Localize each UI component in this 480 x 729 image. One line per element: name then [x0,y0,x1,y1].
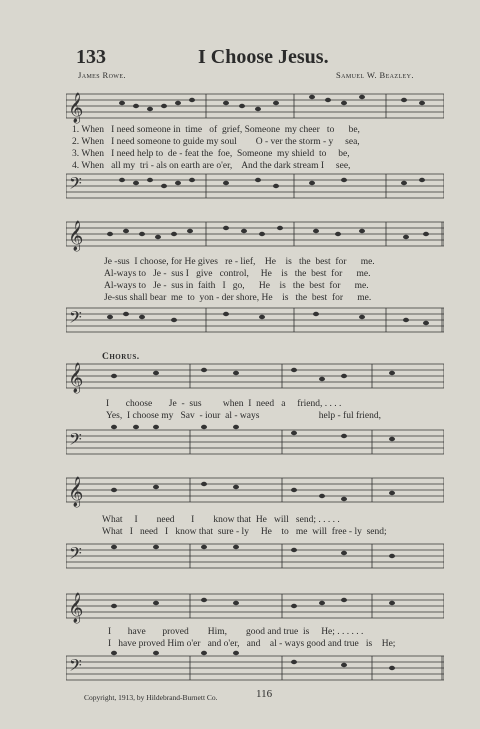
verse-refrain-line-1: Je -sus I choose, for He gives re - lief, He is the best for me. [104,257,375,267]
bass-staff-chorus-3 [66,650,444,686]
bass-staff-system-1 [66,168,444,208]
page-number: 116 [256,688,273,700]
verse-line-3: 3. When I need help to de - feat the foe, Someone my shield to be, [72,149,350,159]
treble-clef-icon: 𝄞 [68,221,84,250]
treble-clef-icon: 𝄞 [68,593,84,622]
chorus-line-4: What I need I know that sure - ly He to me will free - ly send; [102,527,387,537]
composer-credit: Samuel W. Beazley. [336,70,414,80]
copyright-notice: Copyright, 1913, by Hildebrand-Burnett Co. [84,693,218,702]
chorus-line-1: I choose Je - sus when I need a friend, . . . . [106,399,342,409]
chorus-label: Chorus. [102,352,140,362]
chorus-line-5: I have proved Him, good and true is He; . . . . . . [108,627,364,637]
chorus-line-6: I have proved Him o'er and o'er, and al - ways good and true is He; [108,639,396,649]
bass-clef-icon: 𝄢 [69,175,82,197]
treble-staff-system-2 [66,214,444,256]
verse-refrain-line-2: Al-ways to Je - sus I give control, He is the best for me. [104,269,371,279]
bass-clef-icon: 𝄢 [69,309,82,331]
treble-clef-icon: 𝄞 [68,93,84,122]
lyricist-credit: James Rowe. [78,70,126,80]
treble-staff-chorus-2 [66,472,444,512]
bass-clef-icon: 𝄢 [69,545,82,567]
treble-clef-icon: 𝄞 [68,477,84,506]
chorus-line-3: What I need I know that He will send; . . . . . [102,515,340,525]
bass-clef-icon: 𝄢 [69,657,82,679]
hymn-title: I Choose Jesus. [198,46,329,68]
treble-clef-icon: 𝄞 [68,363,84,392]
verse-line-2: 2. When I need someone to guide my soul O - ver the storm - y sea, [72,137,360,147]
bass-staff-chorus-1 [66,424,444,460]
hymn-number: 133 [76,46,106,68]
verse-refrain-line-3: Al-ways to Je - sus in faith I go, He is the best for me. [104,281,369,291]
treble-staff-chorus-3 [66,588,444,628]
bass-clef-icon: 𝄢 [69,431,82,453]
verse-line-4: 4. When all my tri - als on earth are o'er, And the dark stream I see, [72,161,351,171]
verse-line-1: 1. When I need someone in time of grief, Someone my cheer to be, [72,125,360,135]
treble-staff-system-1 [66,86,444,128]
bass-staff-chorus-2 [66,538,444,574]
treble-staff-chorus-1 [66,358,444,398]
chorus-line-2: Yes, I choose my Sav - iour al - ways help - ful friend, [106,411,382,421]
verse-refrain-line-4: Je-sus shall bear me to yon - der shore, He is the best for me. [104,293,372,303]
bass-staff-system-2 [66,302,444,342]
